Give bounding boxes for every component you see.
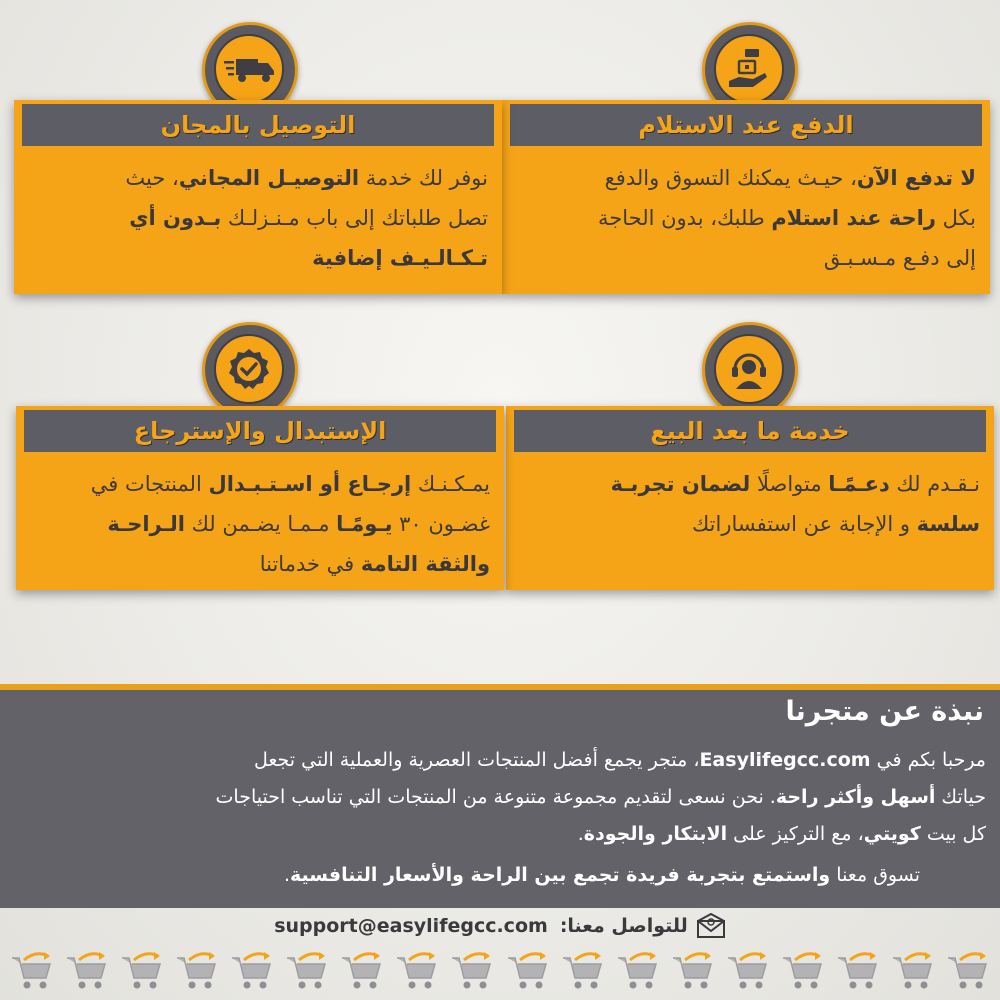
about-title: نبذة عن متجرنا (785, 696, 984, 727)
shopping-cart-icon (340, 952, 384, 996)
headset-agent-icon (727, 347, 771, 391)
support-title: خدمة ما بعد البيع (650, 417, 850, 445)
support-card-header (514, 410, 986, 452)
about-closing: تسوق معنا واستمتع بتجربة فريدة تجمع بين الراحة والأسعار التنافسية. (283, 864, 920, 886)
about-text: مرحبا بكم في Easylifegcc.com، متجر يجمع أفضل المنتجات العصرية والعملية التي تجعل حياتك أسهل وأكثر راحة. نحن نسعى لتقديم مجموعة متنوعة من المنتجات التي تناسب احتياجات كل بيت كويتي، مع التركيز على الابتكار والجودة. (215, 749, 986, 845)
shopping-cart-icon (506, 952, 550, 996)
contact-email-link[interactable]: support@easylifegcc.com (274, 915, 548, 937)
shopping-cart-icon (836, 952, 880, 996)
shopping-cart-icon (726, 952, 770, 996)
shopping-cart-icon (285, 952, 329, 996)
shopping-cart-icon (450, 952, 494, 996)
shopping-cart-icon (781, 952, 825, 996)
shopping-cart-icon (395, 952, 439, 996)
shipping-card-header (22, 104, 494, 146)
cod-card (502, 100, 990, 294)
shipping-card (14, 100, 502, 294)
envelope-icon (696, 913, 726, 939)
cod-title: الدفع عند الاستلام (638, 111, 854, 139)
contact-bar (0, 906, 1000, 946)
shopping-cart-icon (946, 952, 990, 996)
shopping-cart-icon (561, 952, 605, 996)
hand-coins-icon (725, 45, 773, 93)
returns-card-header (24, 410, 496, 452)
shopping-cart-icon (175, 952, 219, 996)
about-section (0, 684, 1000, 908)
cod-card-header (510, 104, 982, 146)
delivery-truck-icon (222, 49, 276, 89)
shopping-cart-icon (10, 952, 54, 996)
shopping-cart-icon (120, 952, 164, 996)
shopping-cart-icon (671, 952, 715, 996)
support-card (506, 406, 994, 590)
contact-label: للتواصل معنا: (559, 915, 688, 937)
shopping-cart-icon (891, 952, 935, 996)
returns-title: الإستبدال والإسترجاع (133, 417, 387, 445)
cod-description: لا تدفع الآن، حيـث يمكنك التسوق والدفع بكل راحة عند استلام طلبك، بدون الحاجة إلى دفـع مـسـبـق (598, 166, 976, 270)
shopping-cart-icon (230, 952, 274, 996)
shipping-description: نوفر لك خدمة التوصيـل المجاني، حيث تصل طلباتك إلى باب مـنـزلـك بـدون أي تـكـالـيـف إضافية (125, 166, 488, 270)
shipping-title: التوصيل بالمجان (160, 111, 356, 139)
returns-description: يمـكـنـك إرجـاع أو اسـتـبـدال المنتجات في غضـون ٣٠ يـومًـا مـمـا يضـمن لك الـراحـة والثقة التامة في خدماتنا (90, 472, 490, 576)
support-badge (702, 322, 798, 418)
shopping-cart-icon (65, 952, 109, 996)
support-description: نـقـدم لك دعـمًـا متواصلًا لضمان تجربـة سلسة و الإجابة عن استفساراتك (610, 472, 980, 536)
cart-decoration-row (0, 948, 1000, 1000)
quality-badge-icon (226, 346, 272, 392)
returns-badge (202, 322, 298, 418)
shopping-cart-icon (616, 952, 660, 996)
returns-card (16, 406, 504, 590)
